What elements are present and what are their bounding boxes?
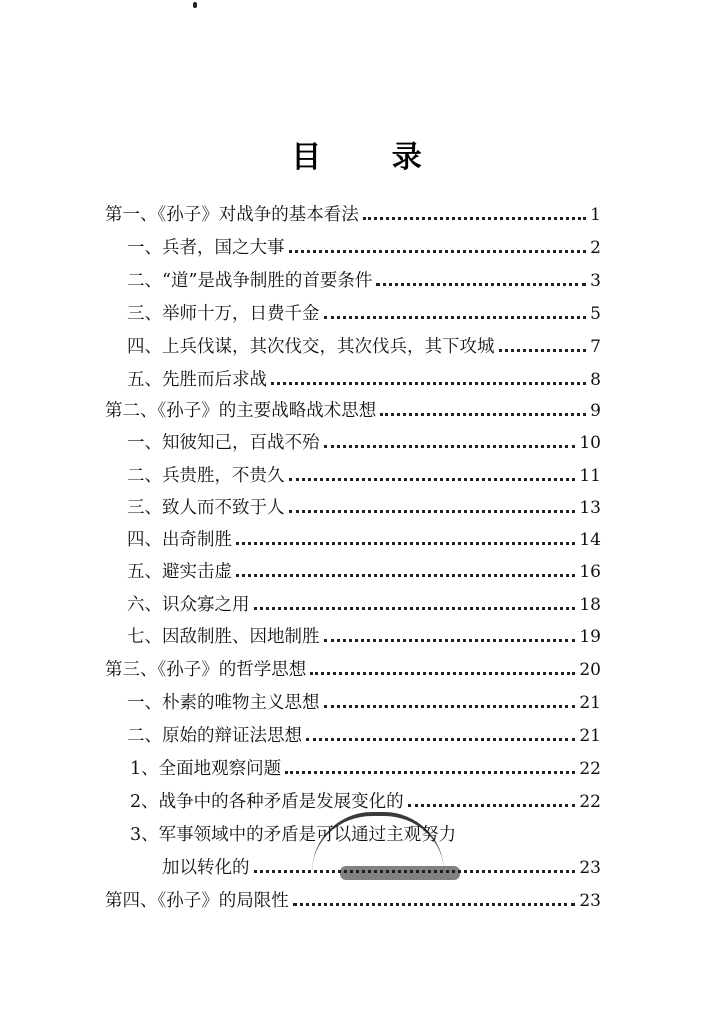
toc-entry-page: 14 (579, 530, 601, 550)
toc-entry-section (127, 328, 601, 358)
toc-entry-section (127, 262, 601, 292)
dot-leader (363, 217, 586, 220)
toc-entry-section (127, 361, 601, 391)
toc-entry-label: 二、“道”是战争制胜的首要条件 (127, 271, 373, 291)
toc-entry-page: 13 (579, 498, 601, 518)
dot-leader (408, 804, 576, 807)
toc-entry-label: 3、军事领域中的矛盾是可以通过主观努力 (130, 825, 457, 845)
toc-entry-label: 三、致人而不致于人 (127, 498, 285, 518)
toc-entry-section (127, 553, 601, 583)
dot-leader (236, 542, 575, 545)
toc-entry-label: 五、先胜而后求战 (127, 370, 267, 390)
toc-entry-page: 9 (590, 401, 601, 421)
dot-leader (324, 316, 587, 319)
dot-leader (324, 445, 576, 448)
toc-entry-subsection (130, 783, 601, 813)
toc-entry-page: 7 (590, 337, 601, 357)
toc-entry-label: 六、识众寡之用 (127, 595, 250, 615)
toc-entry-chapter-1 (105, 196, 601, 226)
toc-entry-chapter-3 (105, 651, 601, 681)
toc-entry-section (127, 457, 601, 487)
dot-leader (289, 478, 576, 481)
toc-entry-label: 二、原始的辩证法思想 (127, 726, 302, 746)
dot-leader (271, 382, 586, 385)
toc-entry-label: 二、兵贵胜，不贵久 (127, 466, 285, 486)
toc-entry-page: 21 (579, 726, 601, 746)
page-title: 目 录 (291, 140, 452, 175)
dot-leader (310, 672, 575, 675)
dot-leader (254, 607, 576, 610)
toc-entry-page: 1 (590, 205, 601, 225)
toc-entry-page: 5 (590, 304, 601, 324)
toc-entry-page: 23 (579, 858, 601, 878)
dot-leader (324, 705, 576, 708)
toc-entry-label: 一、知彼知己，百战不殆 (127, 433, 320, 453)
toc-entry-section (127, 586, 601, 616)
dot-leader (306, 738, 575, 741)
toc-entry-label: 五、避实击虚 (127, 562, 232, 582)
toc-entry-page: 2 (590, 238, 601, 258)
toc-entry-label: 三、举师十万，日费千金 (127, 304, 320, 324)
dot-leader (285, 771, 575, 774)
toc-entry-section (127, 717, 601, 747)
toc-entry-label: 一、兵者，国之大事 (127, 238, 285, 258)
toc-entry-label: 2、战争中的各种矛盾是发展变化的 (130, 792, 404, 812)
toc-entry-label: 加以转化的 (162, 858, 250, 878)
dot-leader (376, 283, 586, 286)
toc-entry-label: 第四、《孙子》的局限性 (105, 891, 289, 911)
toc-entry-page: 3 (590, 271, 601, 291)
toc-entry-section (127, 489, 601, 519)
stamp-ink-smudge (340, 866, 460, 880)
toc-entry-subsection (130, 750, 601, 780)
toc-entry-chapter-2 (105, 392, 601, 422)
toc-entry-label: 1、全面地观察问题 (130, 759, 282, 779)
toc-entry-section (127, 229, 601, 259)
toc-entry-page: 16 (579, 562, 601, 582)
ink-speck (193, 2, 197, 8)
toc-entry-section (127, 424, 601, 454)
dot-leader (289, 250, 587, 253)
toc-entry-page: 22 (579, 759, 601, 779)
toc-entry-label: 第二、《孙子》的主要战略战术思想 (105, 401, 377, 421)
toc-entry-page: 19 (579, 627, 601, 647)
dot-leader (324, 639, 576, 642)
toc-entry-label: 第三、《孙子》的哲学思想 (105, 660, 307, 680)
dot-leader (236, 574, 575, 577)
dot-leader (289, 510, 576, 513)
toc-entry-page: 10 (579, 433, 601, 453)
toc-entry-section (127, 684, 601, 714)
toc-entry-label: 四、上兵伐谋，其次伐交，其次伐兵，其下攻城 (127, 337, 495, 357)
toc-entry-label: 四、出奇制胜 (127, 530, 232, 550)
toc-entry-label: 一、朴素的唯物主义思想 (127, 693, 320, 713)
dot-leader (499, 349, 587, 352)
toc-entry-page: 21 (579, 693, 601, 713)
toc-entry-page: 23 (579, 891, 601, 911)
toc-entry-page: 8 (590, 370, 601, 390)
toc-entry-section (127, 295, 601, 325)
toc-entry-section (127, 618, 601, 648)
dot-leader (380, 413, 586, 416)
toc-entry-label: 第一、《孙子》对战争的基本看法 (105, 205, 359, 225)
toc-entry-label: 七、因敌制胜、因地制胜 (127, 627, 320, 647)
toc-entry-page: 18 (579, 595, 601, 615)
toc-entry-page: 11 (579, 466, 601, 486)
toc-entry-section (127, 521, 601, 551)
dot-leader (293, 903, 576, 906)
toc-entry-page: 22 (579, 792, 601, 812)
toc-entry-page: 20 (579, 660, 601, 680)
